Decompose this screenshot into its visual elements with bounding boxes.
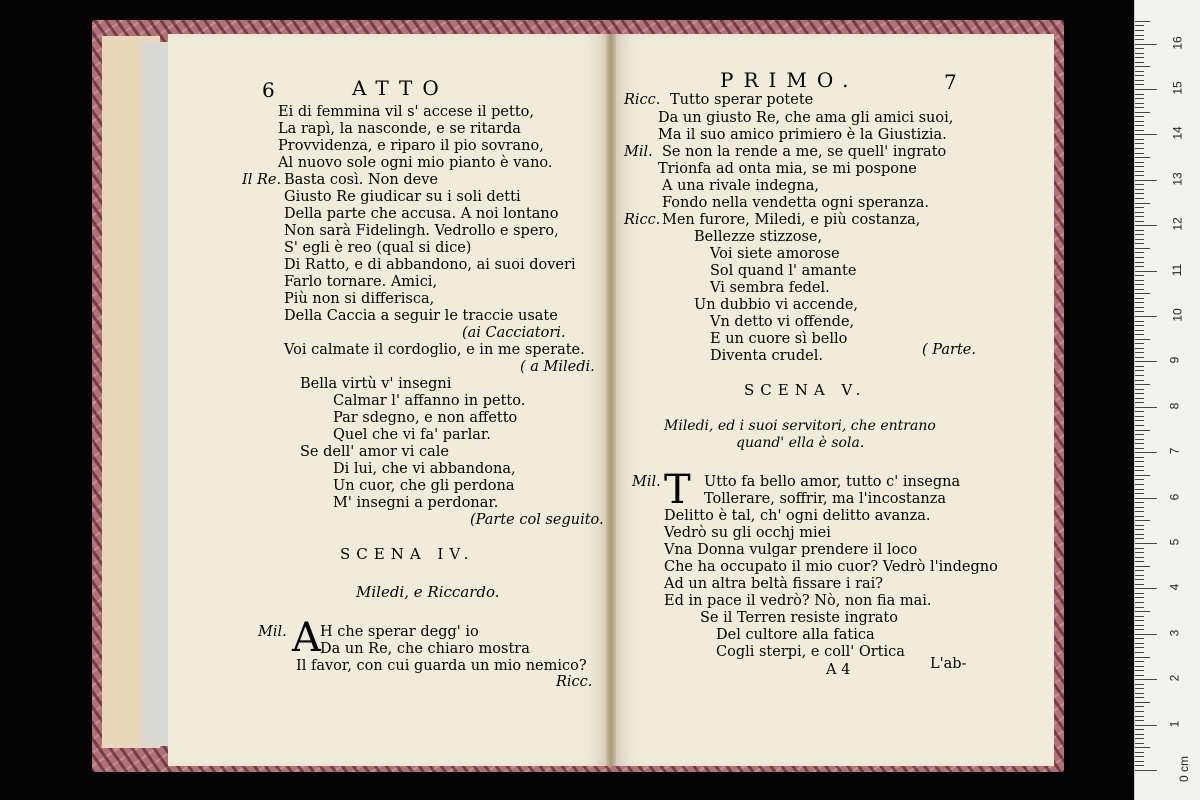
left-text-line: Al nuovo sole ogni mio pianto è vano.	[278, 155, 553, 171]
left-text-line: Ei di femmina vil s' accese il petto,	[278, 104, 534, 120]
left-text-line: Calmar l' affanno in petto.	[333, 393, 526, 409]
left-text-line: Basta così. Non deve	[284, 172, 438, 188]
right-text-line: A una rivale indegna,	[662, 178, 819, 194]
left-scene-line: Da un Re, che chiaro mostra	[320, 641, 530, 657]
ruler-tick	[1135, 166, 1144, 167]
ruler-tick	[1135, 162, 1144, 163]
right-scene-line: Utto fa bello amor, tutto c' insegna	[704, 474, 961, 490]
ruler-tick	[1135, 266, 1144, 267]
right-text-line: E un cuore sì bello	[710, 331, 848, 347]
ruler-tick	[1135, 525, 1144, 526]
ruler-tick	[1135, 316, 1157, 317]
ruler-tick	[1135, 661, 1144, 662]
right-scene-line: Cogli sterpi, e coll' Ortica	[716, 644, 905, 660]
ruler-tick	[1135, 180, 1157, 181]
ruler-tick	[1135, 652, 1144, 653]
ruler-tick	[1135, 221, 1144, 222]
ruler-tick	[1135, 334, 1144, 335]
scene-v-characters-2: quand' ella è sola.	[736, 435, 865, 451]
ruler-tick	[1135, 343, 1144, 344]
left-text-line: Provvidenza, e riparo il pio sovrano,	[278, 138, 544, 154]
ruler-tick	[1135, 670, 1144, 671]
ruler-tick	[1135, 643, 1144, 644]
ruler-label: 1	[1167, 720, 1182, 727]
left-text-line: Più non si differisca,	[284, 291, 435, 307]
ruler-tick	[1135, 352, 1144, 353]
left-text-line: Giusto Re giudicar su i soli detti	[284, 189, 521, 205]
ruler-tick	[1135, 765, 1144, 766]
ruler-tick	[1135, 298, 1144, 299]
ruler-label: 16	[1170, 35, 1185, 50]
ruler-tick	[1135, 620, 1144, 621]
ruler-tick	[1135, 430, 1150, 431]
ruler-tick	[1135, 225, 1157, 226]
ruler-tick	[1135, 439, 1144, 440]
ruler-tick	[1135, 716, 1144, 717]
ruler-tick	[1135, 484, 1144, 485]
right-text-line: Bellezze stizzose,	[694, 229, 823, 245]
ruler-tick	[1135, 629, 1144, 630]
ruler-tick	[1135, 302, 1144, 303]
stage-direction: (ai Cacciatori.	[462, 325, 566, 341]
ruler-tick	[1135, 252, 1144, 253]
left-text-line: Bella virtù v' insegni	[300, 376, 452, 392]
ruler-tick	[1135, 679, 1157, 680]
ruler-tick	[1135, 729, 1144, 730]
left-text-line: Della parte che accusa. A noi lontano	[284, 206, 559, 222]
ruler-tick	[1135, 275, 1144, 276]
ruler-tick	[1135, 384, 1150, 385]
ruler-tick	[1135, 452, 1157, 453]
ruler-tick	[1135, 738, 1144, 739]
ruler-label: 7	[1167, 447, 1182, 455]
ruler-label: 12	[1170, 217, 1185, 231]
ruler-tick	[1135, 389, 1144, 390]
left-text-line: Di lui, che vi abbandona,	[333, 461, 516, 477]
ruler-tick	[1135, 257, 1144, 258]
ruler-tick	[1135, 597, 1144, 598]
left-text-line: S' egli è reo (qual si dice)	[284, 240, 472, 256]
ruler-tick	[1135, 575, 1144, 576]
right-scene-line: Vedrò su gli occhj miei	[664, 525, 831, 541]
ruler-tick	[1135, 566, 1150, 567]
ruler-tick	[1135, 425, 1144, 426]
ruler-tick	[1135, 647, 1144, 648]
ruler-tick	[1135, 434, 1144, 435]
ruler-tick	[1135, 125, 1144, 126]
left-catchword: Ricc.	[556, 674, 593, 690]
ruler-tick	[1135, 657, 1150, 658]
ruler-tick	[1135, 770, 1157, 771]
left-scene-line: H che sperar degg' io	[320, 624, 479, 640]
ruler-tick	[1135, 461, 1144, 462]
left-text-line: Di Ratto, e di abbandono, ai suoi doveri	[284, 257, 576, 273]
ruler-tick	[1135, 534, 1144, 535]
ruler-tick	[1135, 593, 1144, 594]
ruler-tick	[1135, 675, 1144, 676]
scene-iv-characters: Miledi, e Riccardo.	[356, 583, 500, 601]
ruler-tick	[1135, 570, 1144, 571]
ruler-label: 9	[1167, 357, 1182, 364]
right-running-head: PRIMO.	[720, 68, 859, 92]
ruler-tick	[1135, 80, 1144, 81]
left-text-line: La rapì, la nasconde, e se ritarda	[278, 121, 521, 137]
ruler-tick	[1135, 516, 1144, 517]
stage-direction: (Parte col seguito.	[470, 512, 604, 528]
left-text-line: M' insegni a perdonar.	[333, 495, 499, 511]
ruler-tick	[1135, 743, 1144, 744]
scene-v-characters-1: Miledi, ed i suoi servitori, che entrano	[664, 418, 936, 434]
ruler-label: 13	[1170, 172, 1185, 186]
ruler-tick	[1135, 416, 1144, 417]
ruler-tick	[1135, 134, 1157, 135]
ruler-tick	[1135, 289, 1144, 290]
ruler-tick	[1135, 616, 1144, 617]
ruler-tick	[1135, 756, 1144, 757]
ruler-tick	[1135, 470, 1144, 471]
ruler-tick	[1135, 339, 1150, 340]
right-page-number: 7	[944, 70, 963, 94]
ruler-tick	[1135, 262, 1144, 263]
right-text-line: Voi siete amorose	[710, 246, 840, 262]
ruler-tick	[1135, 498, 1157, 499]
right-text-line: Ma il suo amico primiero è la Giustizia.	[658, 127, 947, 143]
left-text-line: Un cuor, che gli perdona	[333, 478, 515, 494]
right-scene-line: Ad un altra beltà fissare i rai?	[664, 576, 884, 592]
ruler-tick	[1135, 198, 1144, 199]
right-text-line: Vn detto vi offende,	[710, 314, 855, 330]
left-running-head: ATTO	[352, 76, 449, 100]
ruler-tick	[1135, 493, 1144, 494]
right-text-speaker: Ricc.	[624, 212, 661, 228]
ruler-tick	[1135, 602, 1144, 603]
ruler-tick	[1135, 457, 1144, 458]
ruler-tick	[1135, 693, 1144, 694]
ruler-tick	[1135, 148, 1144, 149]
ruler-tick	[1135, 62, 1144, 63]
ruler-tick	[1135, 21, 1150, 22]
ruler-tick	[1135, 98, 1144, 99]
ruler-tick	[1135, 189, 1144, 190]
right-text-line: Sol quand l' amante	[710, 263, 857, 279]
ruler-tick	[1135, 44, 1157, 45]
left-scene-line: Il favor, con cui guarda un mio nemico?	[296, 658, 587, 674]
ruler-tick	[1135, 579, 1144, 580]
stage-direction: ( a Miledi.	[520, 359, 595, 375]
left-text-line: Quel che vi fa' parlar.	[333, 427, 491, 443]
ruler-label: 2	[1167, 674, 1182, 682]
right-text-line: Se non la rende a me, se quell' ingrato	[662, 144, 947, 160]
ruler-label: 5	[1167, 538, 1182, 546]
ruler-tick	[1135, 561, 1144, 562]
ruler-tick	[1135, 511, 1144, 512]
ruler-tick	[1135, 402, 1144, 403]
ruler-tick	[1135, 184, 1144, 185]
ruler-tick	[1135, 193, 1144, 194]
scene-iv-title: SCENA IV.	[340, 545, 475, 563]
ruler-tick	[1135, 688, 1144, 689]
ruler-tick	[1135, 116, 1144, 117]
ruler-tick	[1135, 243, 1144, 244]
ruler-tick	[1135, 293, 1150, 294]
ruler-tick	[1135, 734, 1144, 735]
ruler-tick	[1135, 230, 1144, 231]
ruler-tick	[1135, 153, 1144, 154]
ruler-tick	[1135, 720, 1144, 721]
right-text-line: Un dubbio vi accende,	[694, 297, 859, 313]
ruler-tick	[1135, 66, 1150, 67]
ruler-tick	[1135, 284, 1144, 285]
ruler-tick	[1135, 393, 1144, 394]
right-text-speaker: Mil.	[624, 144, 653, 160]
right-text-line: Fondo nella vendetta ogni speranza.	[662, 195, 929, 211]
ruler-tick	[1135, 638, 1144, 639]
ruler-tick	[1135, 75, 1144, 76]
book-gutter	[606, 34, 616, 766]
ruler-tick	[1135, 307, 1144, 308]
ruler-tick	[1135, 139, 1144, 140]
ruler-tick	[1135, 607, 1144, 608]
ruler-tick	[1135, 548, 1144, 549]
ruler-tick	[1135, 348, 1144, 349]
right-catchword: L'ab-	[930, 656, 967, 672]
ruler-tick	[1135, 752, 1144, 753]
ruler-tick	[1135, 443, 1144, 444]
ruler-tick	[1135, 57, 1144, 58]
ruler-tick	[1135, 175, 1144, 176]
ruler-tick	[1135, 321, 1144, 322]
ruler-tick	[1135, 625, 1144, 626]
ruler-label: 15	[1170, 81, 1185, 95]
drop-cap-t: T	[664, 467, 691, 513]
ruler-tick	[1135, 271, 1157, 272]
ruler-label: 11	[1170, 263, 1185, 276]
ruler-label: 0 cm	[1177, 755, 1192, 783]
exit-direction: ( Parte.	[922, 342, 976, 358]
ruler-tick	[1135, 39, 1144, 40]
drop-cap-a: A	[292, 615, 321, 661]
ruler-tick	[1135, 280, 1144, 281]
ruler-tick	[1135, 634, 1157, 635]
ruler-tick	[1135, 375, 1144, 376]
right-text-line: Vi sembra fedel.	[710, 280, 830, 296]
ruler-tick	[1135, 71, 1144, 72]
ruler-tick	[1135, 94, 1144, 95]
left-text-line: Non sarà Fidelingh. Vedrollo e spero,	[284, 223, 559, 239]
ruler-tick	[1135, 35, 1144, 36]
ruler-label: 3	[1167, 629, 1182, 637]
ruler-tick	[1135, 203, 1150, 204]
ruler-tick	[1135, 711, 1144, 712]
right-text-line: Trionfa ad onta mia, se mi pospone	[658, 161, 917, 177]
ruler-tick	[1135, 706, 1144, 707]
ruler-tick	[1135, 311, 1144, 312]
ruler-label: 6	[1167, 493, 1182, 500]
ruler-tick	[1135, 171, 1144, 172]
left-page-number: 6	[262, 78, 281, 102]
ruler-tick	[1135, 420, 1144, 421]
ruler-tick	[1135, 584, 1144, 585]
ruler-tick	[1135, 502, 1144, 503]
right-text-line: Men furore, Miledi, e più costanza,	[662, 212, 921, 228]
ruler-tick	[1135, 489, 1144, 490]
ruler-tick	[1135, 361, 1157, 362]
ruler-tick	[1135, 697, 1144, 698]
ruler-tick	[1135, 234, 1144, 235]
ruler-tick	[1135, 130, 1144, 131]
ruler-tick	[1135, 357, 1144, 358]
ruler-label: 4	[1167, 584, 1182, 591]
right-scene-line: Che ha occupato il mio cuor? Vedrò l'indegno	[664, 559, 998, 575]
ruler-tick	[1135, 466, 1144, 467]
ruler-tick	[1135, 588, 1157, 589]
left-text-line: Farlo tornare. Amici,	[284, 274, 438, 290]
ruler-tick	[1135, 520, 1150, 521]
ruler-tick	[1135, 366, 1144, 367]
ruler-tick	[1135, 611, 1150, 612]
ruler-tick	[1135, 89, 1157, 90]
ruler-tick	[1135, 407, 1157, 408]
ruler-tick	[1135, 48, 1144, 49]
right-scene-line: Vna Donna vulgar prendere il loco	[664, 542, 918, 558]
ruler-tick	[1135, 475, 1150, 476]
ruler-tick	[1135, 143, 1144, 144]
ruler-label: 10	[1170, 308, 1185, 322]
ruler-tick	[1135, 53, 1144, 54]
right-scene-line: Se il Terren resiste ingrato	[700, 610, 898, 626]
right-text-line: Diventa crudel.	[710, 348, 823, 364]
ruler-tick	[1135, 30, 1144, 31]
ruler-tick	[1135, 761, 1144, 762]
right-scene-line: Ed in pace il vedrò? Nò, non fia mai.	[664, 593, 932, 609]
ruler-tick	[1135, 529, 1144, 530]
right-text-speaker: Ricc.	[624, 92, 661, 108]
ruler-tick	[1135, 103, 1144, 104]
ruler-tick	[1135, 507, 1144, 508]
ruler-tick	[1135, 398, 1144, 399]
ruler-tick	[1135, 479, 1144, 480]
right-scene-line: Delitto è tal, ch' ogni delitto avanza.	[664, 508, 931, 524]
ruler-tick	[1135, 239, 1144, 240]
scene-v-title: SCENA V.	[744, 381, 867, 399]
ruler-tick	[1135, 725, 1157, 726]
ruler-tick	[1135, 552, 1144, 553]
ruler-tick	[1135, 543, 1157, 544]
ruler-tick	[1135, 380, 1144, 381]
ruler-tick	[1135, 557, 1144, 558]
ruler-tick	[1135, 325, 1144, 326]
left-text-line: Par sdegno, e non affetto	[333, 410, 518, 426]
left-text-line: Voi calmate il cordoglio, e in me sperate.	[284, 342, 585, 358]
ruler-tick	[1135, 330, 1144, 331]
ruler-tick	[1135, 747, 1150, 748]
right-scene-speaker: Mil.	[632, 474, 661, 490]
ruler-tick	[1135, 216, 1144, 217]
right-scene-line: Tollerare, soffrir, ma l'incostanza	[704, 491, 947, 507]
ruler-tick	[1135, 121, 1144, 122]
left-text-speaker: Il Re.	[242, 172, 282, 188]
ruler-tick	[1135, 702, 1150, 703]
ruler-tick	[1135, 84, 1144, 85]
ruler-tick	[1135, 666, 1144, 667]
ruler-tick	[1135, 112, 1150, 113]
ruler-tick	[1135, 157, 1150, 158]
left-text-line: Se dell' amor vi cale	[300, 444, 449, 460]
ruler-tick	[1135, 448, 1144, 449]
signature-mark: A 4	[826, 662, 851, 678]
right-text-line: Da un giusto Re, che ama gli amici suoi,	[658, 110, 954, 126]
ruler-tick	[1135, 212, 1144, 213]
ruler-tick	[1135, 538, 1144, 539]
ruler-tick	[1135, 25, 1144, 26]
ruler-tick	[1135, 107, 1144, 108]
left-scene-speaker: Mil.	[258, 624, 287, 640]
ruler-label: 8	[1167, 402, 1182, 410]
ruler-tick	[1135, 684, 1144, 685]
ruler-tick	[1135, 370, 1144, 371]
ruler-tick	[1135, 411, 1144, 412]
ruler-tick	[1135, 207, 1144, 208]
ruler-label: 14	[1170, 126, 1185, 141]
measuring-ruler	[1134, 0, 1200, 800]
right-text-line: Tutto sperar potete	[670, 92, 814, 108]
right-scene-line: Del cultore alla fatica	[716, 627, 875, 643]
left-text-line: Della Caccia a seguir le traccie usate	[284, 308, 558, 324]
ruler-tick	[1135, 248, 1150, 249]
